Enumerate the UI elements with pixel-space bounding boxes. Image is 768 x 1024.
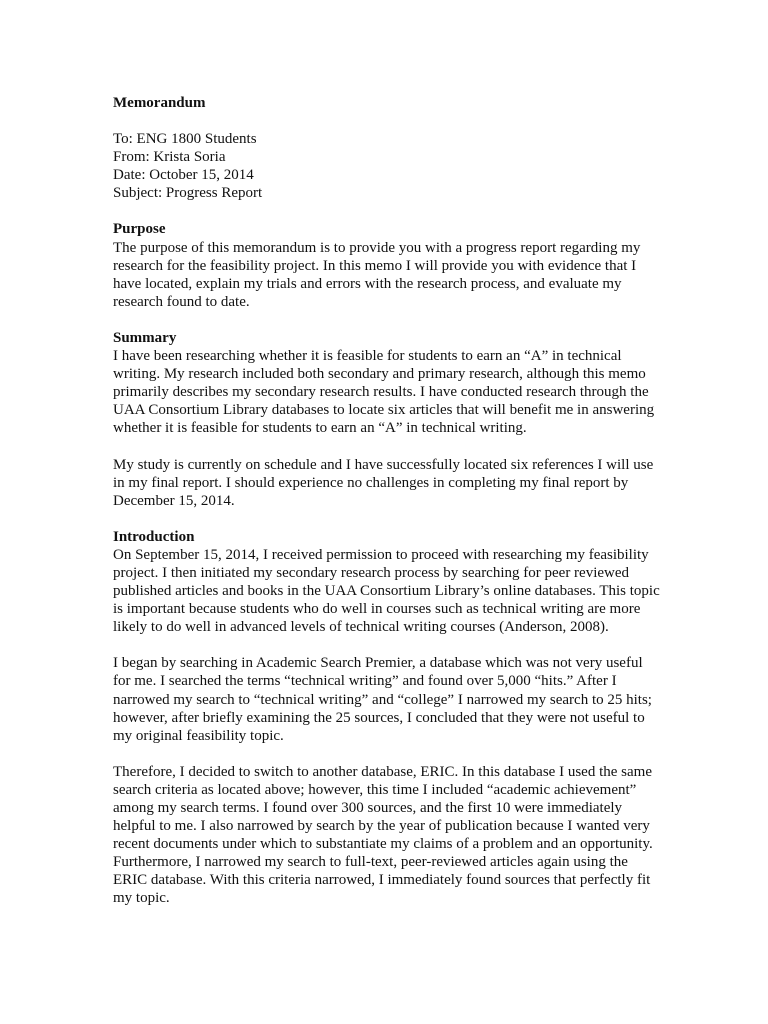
memo-title: Memorandum <box>113 95 206 111</box>
memo-date: Date: October 15, 2014 <box>113 167 254 184</box>
introduction-paragraph: I began by searching in Academic Search Premier, a database which was not very useful for me. I searched the terms “technical writing” and found over 5,000 “hits.” After I narrowed my search to “technical writing” and “college” I narrowed my search to 25 hits; however, after briefly examining the 25 sources, I concluded that they were not useful to my original feasibility topic. <box>113 655 652 744</box>
memo-from: From: Krista Soria <box>113 149 226 166</box>
introduction-paragraph: On September 15, 2014, I received permission to proceed with researching my feasibility project. I then initiated my secondary research process by searching for peer reviewed published articles and books in the UAA Consortium Library’s online databases. This topic is important because students who do well in courses such as technical writing are more likely to do well in advanced levels of technical writing courses (Anderson, 2008). <box>113 546 660 636</box>
summary-paragraph: I have been researching whether it is feasible for students to earn an “A” in technical writing. My research included both secondary and primary research, although this memo primarily describes my secondary research results. I have conducted research through the UAA Consortium Library databases to locate six articles that will benefit me in answering whether it is feasible for students to earn an “A” in technical writing. <box>113 348 655 437</box>
introduction-heading: Introduction <box>113 528 195 545</box>
purpose-paragraph: The purpose of this memorandum is to provide you with a progress report regarding my research for the feasibility project. In this memo I will provide you with evidence that I have located, explain my trials and errors with the research process, and evaluate my research found to date. <box>113 239 641 310</box>
memo-subject: Subject: Progress Report <box>113 185 263 202</box>
memo-body <box>113 94 661 926</box>
memo-header <box>113 130 661 202</box>
memo-to: To: ENG 1800 Students <box>113 131 257 148</box>
summary-heading: Summary <box>113 329 177 346</box>
introduction-paragraph: Therefore, I decided to switch to another database, ERIC. In this database I used the same search criteria as located above; however, this time I included “academic achievement” among my search terms. I found over 300 sources, and the first 10 were immediately helpful to me. I also narrowed by search by the year of publication because I wanted very recent documents under which to substantiate my claims of a problem and an opportunity. Furthermore, I narrowed my search to full-text, peer-reviewed articles again using the ERIC database. With this criteria narrowed, I immediately found sources that perfectly fit my topic. <box>113 763 653 907</box>
summary-paragraph: My study is currently on schedule and I have successfully located six references I will use in my final report. I should experience no challenges in completing my final report by December 15, 2014. <box>113 456 654 509</box>
purpose-heading: Purpose <box>113 221 166 238</box>
